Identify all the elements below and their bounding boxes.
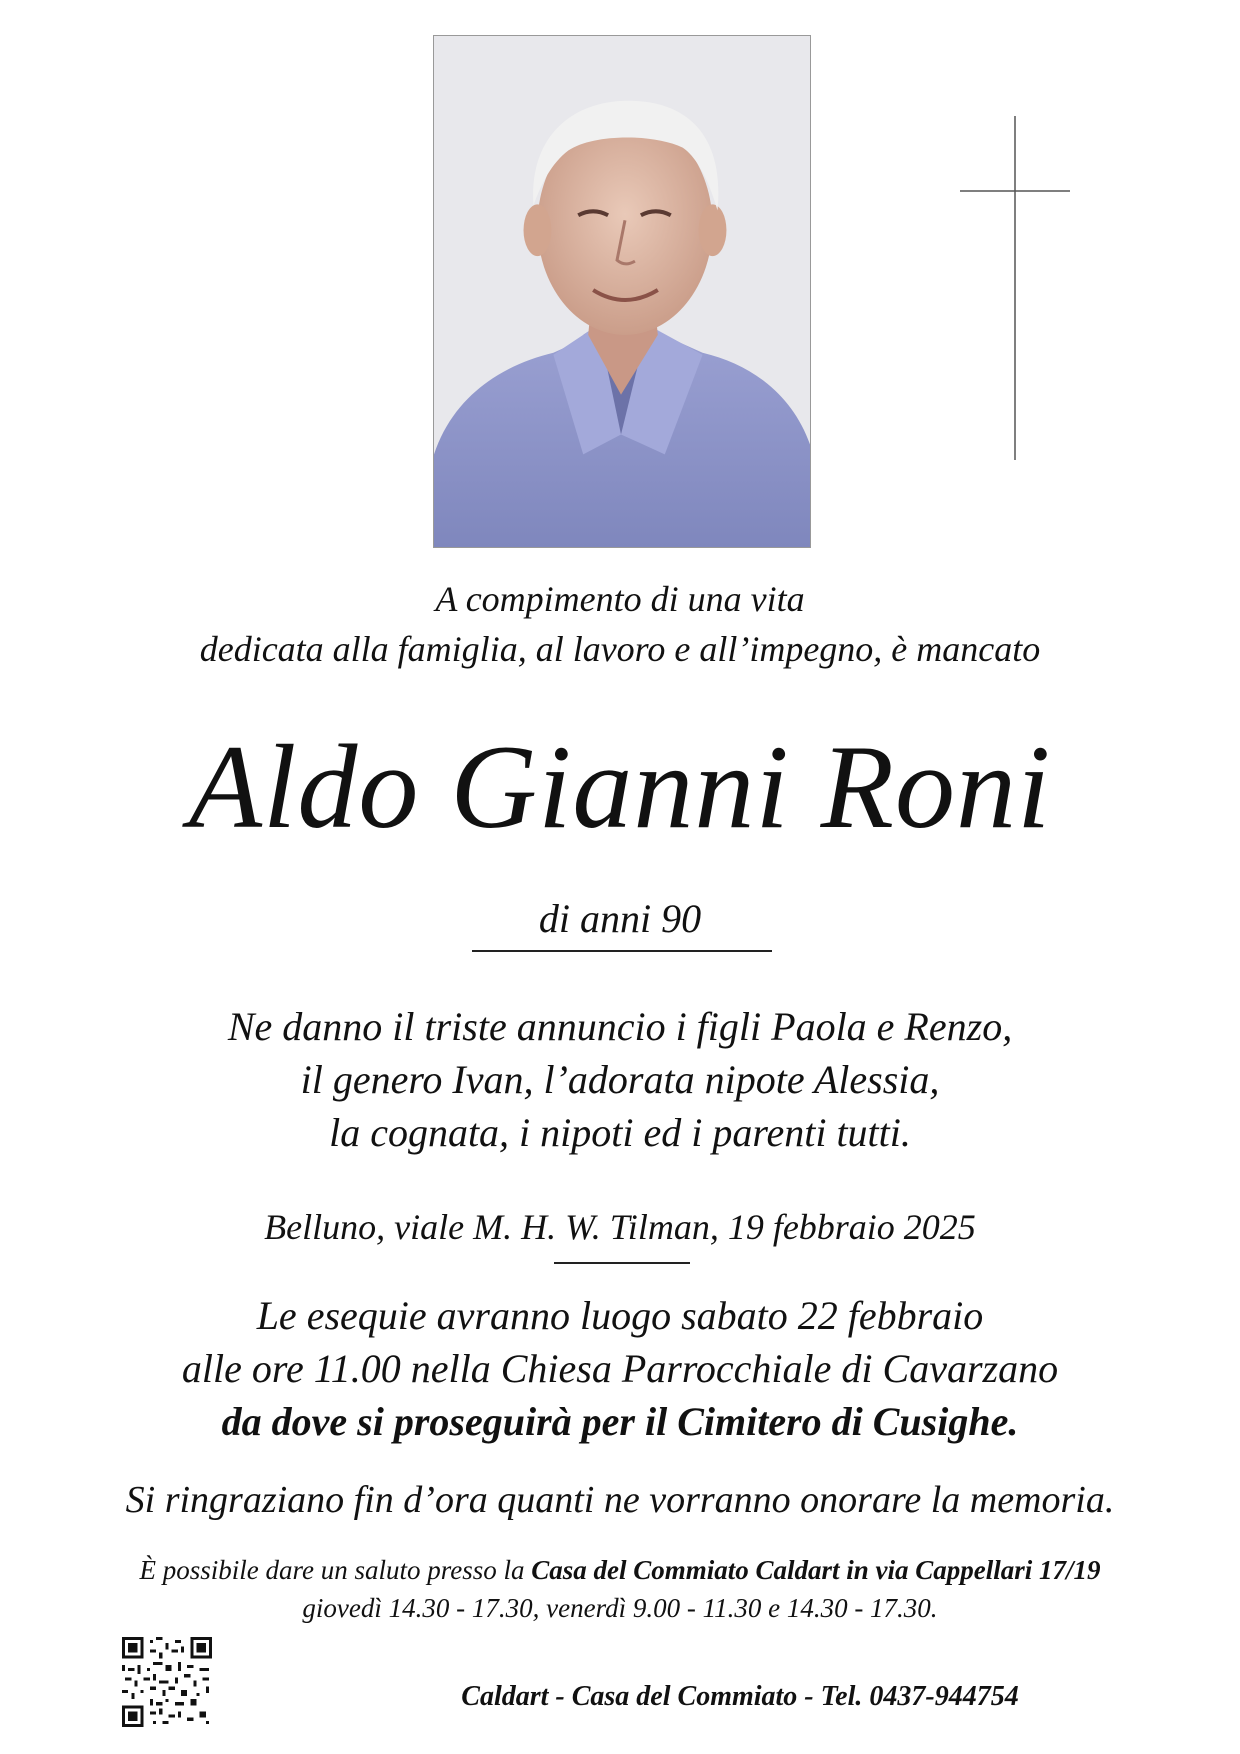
portrait-image — [434, 36, 810, 547]
qr-code-icon — [122, 1637, 212, 1727]
deceased-name: Aldo Gianni Roni — [188, 720, 1052, 853]
funeral-line-1: Le esequie avranno luogo sabato 22 febbraio — [256, 1293, 984, 1338]
age-line: di anni 90 — [538, 896, 702, 941]
visit-prefix: È possibile dare un saluto presso la — [139, 1555, 532, 1585]
visit-hours: giovedì 14.30 - 17.30, venerdì 9.00 - 11.30 e 14.30 - 17.30. — [302, 1593, 938, 1623]
portrait-photo — [433, 35, 811, 548]
announcement-line-3: la cognata, i nipoti ed i parenti tutti. — [329, 1110, 911, 1155]
announcement-line-2: il genero Ivan, l’adorata nipote Alessia, — [300, 1057, 940, 1102]
place-date: Belluno, viale M. H. W. Tilman, 19 febbraio 2025 — [264, 1207, 976, 1247]
visit-place: Casa del Commiato Caldart in via Cappellari 17/19 — [531, 1555, 1101, 1585]
intro-line-1: A compimento di una vita — [435, 579, 805, 619]
footer-contact: Caldart - Casa del Commiato - Tel. 0437-944754 — [461, 1681, 1019, 1712]
visit-line — [0, 1555, 1240, 1586]
intro-line-2: dedicata alla famiglia, al lavoro e all’impegno, è mancato — [199, 629, 1041, 669]
date-divider — [554, 1262, 690, 1264]
funeral-line-bold: da dove si proseguirà per il Cimitero di Cusighe. — [221, 1399, 1019, 1444]
announcement-line-1: Ne danno il triste annuncio i figli Paola e Renzo, — [227, 1004, 1013, 1049]
cross-icon — [960, 116, 1070, 460]
thanks-line: Si ringraziano fin d’ora quanti ne vorranno onorare la memoria. — [125, 1479, 1115, 1521]
age-divider — [472, 950, 772, 952]
funeral-line-2: alle ore 11.00 nella Chiesa Parrocchiale di Cavarzano — [181, 1346, 1059, 1391]
